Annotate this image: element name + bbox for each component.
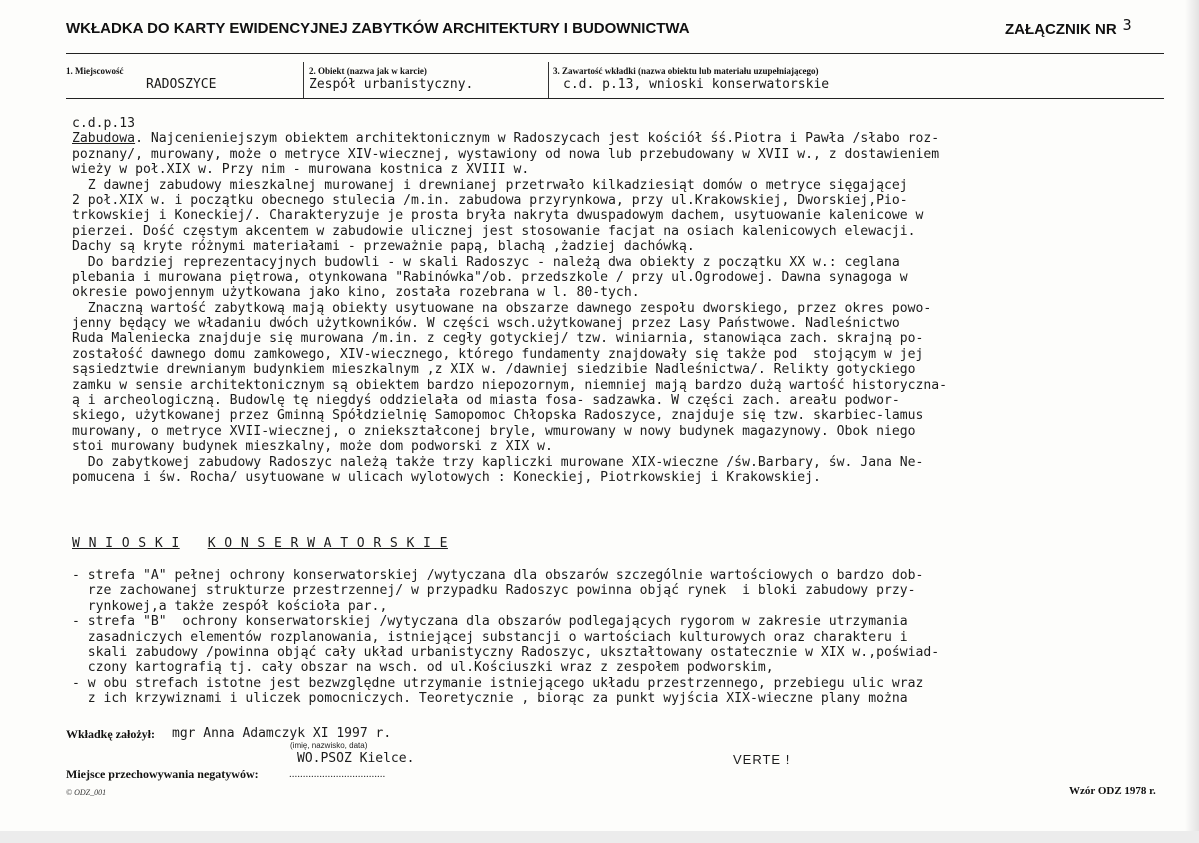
scan-bottom-shadow bbox=[0, 831, 1199, 843]
negatives-dots: ................................... bbox=[289, 768, 386, 780]
annex-label: ZAŁĄCZNIK NR bbox=[1005, 21, 1117, 38]
text-line: jenny będący we władaniu dwóch użytkowników. W części wsch.użytkowanej przez Lasy Państwowe. Nadleśnictwo bbox=[72, 316, 900, 332]
founder-value: mgr Anna Adamczyk XI 1997 r. bbox=[172, 726, 392, 741]
founder-label: Wkładkę założył: bbox=[66, 727, 155, 741]
text-line: 2 poł.XIX w. i początku obecnego stulecia /m.in. zabudowa przyrynkowa, przy ul.Krakowskiej, Dworskiej,Pio- bbox=[72, 192, 908, 208]
form-code bbox=[66, 788, 106, 797]
text-line: zostałość dawnego domu zamkowego, XIV-wiecznego, którego fundamenty znajdowały się także pod stojącym w jej bbox=[72, 346, 924, 362]
field-content-label: 3. Zawartość wkładki (nazwa obiektu lub materiału uzupełniającego) bbox=[553, 66, 819, 76]
field-divider-2 bbox=[548, 62, 549, 98]
conclusions-heading-word: W N I O S K I bbox=[72, 536, 180, 551]
text-line: okresie powojennym użytkowana jako kino, została rozebrana w l. 80-tych. bbox=[72, 285, 640, 301]
annex-number: 3 bbox=[1122, 16, 1132, 34]
text-line: - w obu strefach istotne jest bezwzględne utrzymanie istniejącego układu przestrzennego, przebiegu ulic wraz bbox=[72, 675, 924, 691]
field-content-value: c.d. p.13, wnioski konserwatorskie bbox=[563, 77, 830, 92]
annex-label-group bbox=[1005, 16, 1132, 38]
negatives-label: Miejsce przechowywania negatywów: bbox=[66, 767, 259, 781]
text-line: skali zabudowy /powinna objąć cały układ urbanistyczny Radoszyc, ukształtowany ostatecznie w XIX w.,poświad- bbox=[72, 644, 940, 660]
header-rule-bottom bbox=[66, 98, 1164, 99]
text-line: rynkowej,a także zespół kościoła par., bbox=[72, 598, 388, 614]
field-locality-label: 1. Miejscowość bbox=[66, 66, 124, 76]
text-line: zamku w sensie architektonicznym są obiektem bardzo niepozornym, niemniej mają bardzo dużą wartość historyczna- bbox=[72, 377, 948, 393]
verte-label: VERTE ! bbox=[733, 752, 791, 767]
section-label: Zabudowa bbox=[72, 131, 136, 147]
copyright-icon: © bbox=[66, 788, 73, 797]
field-locality-value: RADOSZYCE bbox=[146, 77, 217, 92]
text-line: rze zachowanej strukturze przestrzennej/ w przypadku Radoszyc powinna objąć rynek i bloki zabudowy przy- bbox=[72, 583, 916, 599]
conclusions-text bbox=[72, 568, 1192, 707]
text-line: zasadniczych elementów rozplanowania, istniejącej substancji o wartościach kulturowych oraz charakteru i bbox=[72, 629, 908, 645]
text-line: Dachy są kryte różnymi materiałami - przeważnie papą, blachą ,żadziej dachówką. bbox=[72, 239, 695, 255]
text-line: plebania i murowana piętrowa, otynkowana "Rabinówka"/ob. przedszkole / przy ul.Ogrodowej. Dawna synagoga w bbox=[72, 269, 908, 285]
text-line: ą i archeologiczną. Budowlę tę niegdyś oddzielała od miasta fosa- sadzawka. W części zach. areału podwor- bbox=[72, 393, 900, 409]
text-line: sąsiedztwie drewnianym budynkiem mieszkalnym ,z XIX w. /dawniej siedzibie Nadleśnictwa/. Relikty gotyckiego bbox=[72, 362, 916, 378]
text-line: z ich krzywiznami i uliczek pomocniczych. Teoretycznie , biorąc za punkt wyjścia XIX-wieczne plany można bbox=[72, 691, 908, 707]
text-line: pomucena i św. Rocha/ usytuowane w ulicach wylotowych : Koneckiej, Piotrkowskiej i Krakowskiej. bbox=[72, 469, 821, 485]
form-code-text: ODZ_001 bbox=[74, 788, 107, 797]
text-line: stoi murowany budynek mieszkalny, może dom podworski z XIX w. bbox=[72, 439, 553, 455]
field-object-label: 2. Obiekt (nazwa jak w karcie) bbox=[309, 66, 427, 76]
text-line: Do zabytkowej zabudowy Radoszyc należą także trzy kapliczki murowane XIX-wieczne /św.Barbary, św. Jana Ne- bbox=[72, 454, 924, 470]
text-line: c.d.p.13 bbox=[72, 116, 136, 131]
field-divider-1 bbox=[303, 62, 304, 98]
text-line: wieży w poł.XIX w. Przy nim - murowana kostnica z XVIII w. bbox=[72, 162, 530, 178]
text-line: murowany, o metryce XVII-wiecznej, o zniekształconej bryle, wmurowany w nowy budynek magazynowy. Obok niego bbox=[72, 423, 916, 439]
text-line: poznany/, murowany, może o metryce XIV-wiecznej, wystawiony od nowa lub przebudowany w XVII w., z dostawieniem bbox=[72, 146, 940, 162]
text-line: - strefa "B" ochrony konserwatorskiej /wytyczana dla obszarów podlegających rygorom w zakresie utrzymania bbox=[72, 614, 908, 630]
form-model: Wzór ODZ 1978 r. bbox=[1069, 785, 1156, 797]
text-line: Z dawnej zabudowy mieszkalnej murowanej i drewnianej przetrwało kilkadziesiąt domów o metryce sięgającej bbox=[72, 177, 908, 193]
form-title: WKŁADKA DO KARTY EWIDENCYJNEJ ZABYTKÓW ARCHITEKTURY I BUDOWNICTWA bbox=[66, 20, 690, 37]
conclusions-heading-word: K O N S E R W A T O R S K I E bbox=[207, 536, 448, 551]
text-line: trkowskiej i Koneckiej/. Charakteryzuje je prosta bryła nakryta dwuspadowym dachem, usytuowanie kalenicowe w bbox=[72, 208, 924, 224]
description-text bbox=[72, 116, 1192, 485]
header-rule-top bbox=[66, 53, 1164, 54]
text-line: Zabudowa. Najcenieniejszym obiektem architektonicznym w Radoszycach jest kościół śś.Piotra i Pawła /słabo roz- bbox=[72, 131, 940, 147]
text-line: skiego, użytkowanej przez Gminną Spółdzielnię Samopomoc Chłopska Radoszyce, znajduje się tzw. skarbiec-lamus bbox=[72, 408, 924, 424]
conclusions-heading bbox=[72, 536, 476, 551]
field-object-value: Zespół urbanistyczny. bbox=[309, 77, 474, 92]
text-line: czony kartografią tj. cały obszar na wsch. od ul.Kościuszki wraz z zespołem podworskim, bbox=[72, 660, 774, 676]
text-line: Ruda Maleniecka znajduje się murowana /m.in. z cegły gotyckiej/ tzw. winiarnia, stanowiąca zach. skrajną po- bbox=[72, 331, 924, 347]
text-line: - strefa "A" pełnej ochrony konserwatorskiej /wytyczana dla obszarów szczególnie wartościowych o bardzo dob- bbox=[72, 568, 924, 583]
institution: WO.PSOZ Kielce. bbox=[297, 751, 415, 766]
text-line: pierzei. Dość częstym akcentem w zabudowie ulicznej jest stosowanie facjat na osiach kalenicowych elewacji. bbox=[72, 223, 916, 239]
text-line: Znaczną wartość zabytkową mają obiekty usytuowane na obszarze dawnego zespołu dworskiego, przez okres powo- bbox=[72, 300, 932, 316]
founder-note: (imię, nazwisko, data) bbox=[290, 741, 368, 750]
text-line: Do bardziej reprezentacyjnych budowli - w skali Radoszyc - należą dwa obiekty z początku XX w.: ceglana bbox=[72, 254, 900, 270]
